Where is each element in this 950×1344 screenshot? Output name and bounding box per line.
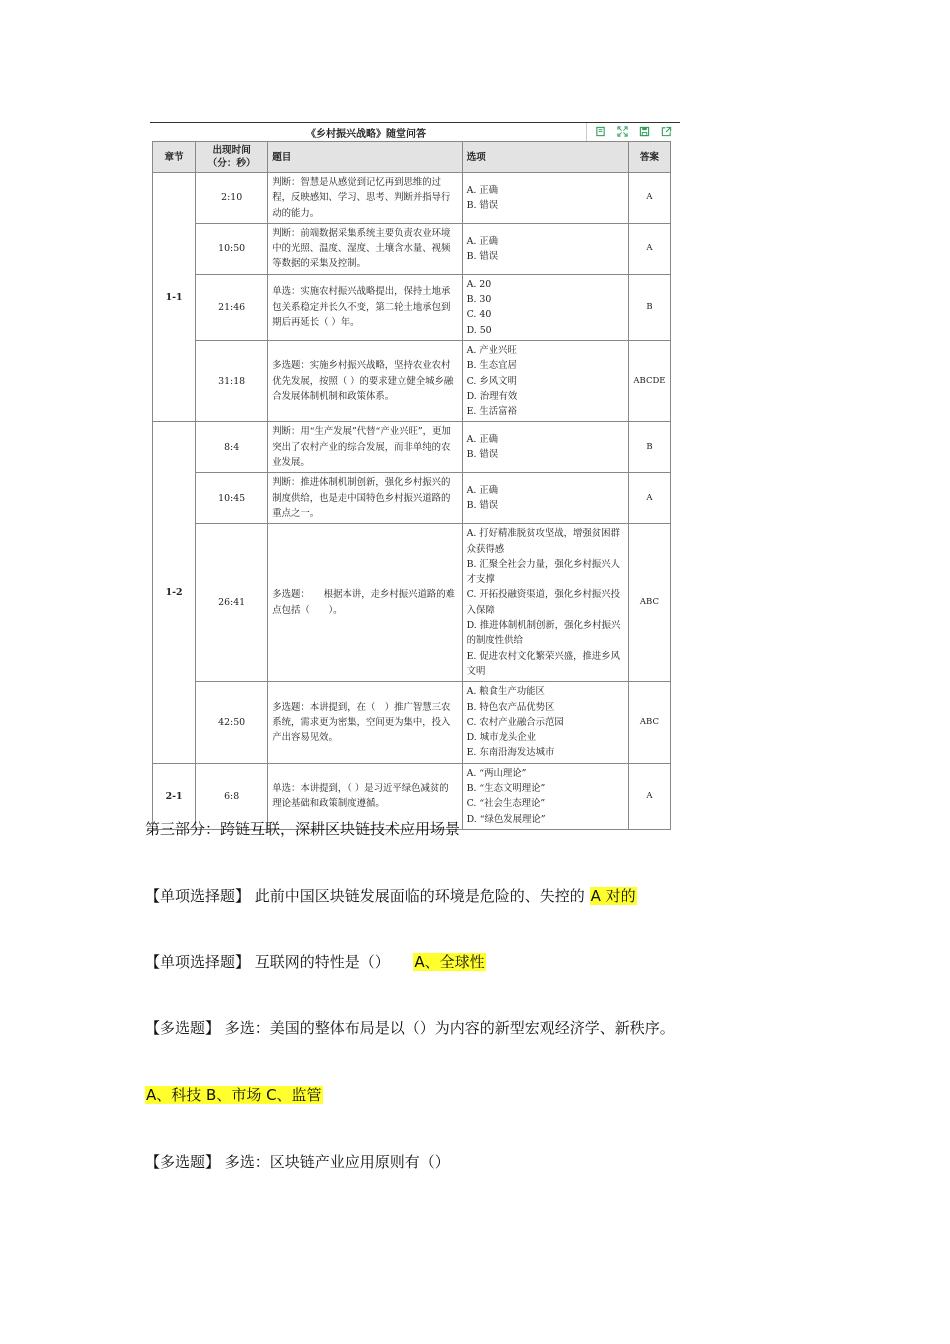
share-icon[interactable] bbox=[657, 123, 675, 139]
time-cell: 6:8 bbox=[196, 763, 268, 829]
answer-cell: ABC bbox=[628, 682, 670, 763]
option-item: E. 东南沿海发达城市 bbox=[466, 747, 555, 759]
question-1 bbox=[145, 885, 637, 906]
option-item: A. 正确 bbox=[466, 184, 499, 196]
table-row bbox=[153, 223, 671, 274]
question-cell: 判断：智慧是从感觉到记忆再到思维的过程，反映感知、学习、思考、判断并指导行动的能力。 bbox=[268, 173, 462, 224]
section-title: 第三部分：跨链互联，深耕区块链技术应用场景 bbox=[145, 820, 461, 838]
table-row bbox=[153, 422, 671, 473]
option-item: D. “绿色发展理论” bbox=[466, 813, 546, 825]
option-item: A. 正确 bbox=[466, 484, 499, 496]
option-item: C. 40 bbox=[466, 309, 492, 321]
table-title: 《乡村振兴战略》随堂问答 bbox=[306, 129, 426, 140]
table-row bbox=[153, 274, 671, 340]
question-tag: 【多选题】 bbox=[145, 1153, 221, 1171]
question-cell: 单选：实施农村振兴战略提出，保持土地承包关系稳定并长久不变，第二轮土地承包到期后再延长（ ）年。 bbox=[268, 274, 462, 340]
answer-cell: A bbox=[628, 173, 670, 224]
question-tag: 【多选题】 bbox=[145, 1019, 221, 1037]
option-item: A. 20 bbox=[466, 278, 492, 290]
option-item: A. 产业兴旺 bbox=[466, 344, 517, 356]
option-item: A. 粮食生产功能区 bbox=[466, 686, 545, 698]
options-cell bbox=[462, 763, 628, 829]
save-icon[interactable] bbox=[635, 123, 653, 139]
option-item: E. 促进农村文化繁荣兴盛，推进乡风文明 bbox=[466, 650, 621, 677]
question-text: 此前中国区块链发展面临的环境是危险的、失控的 bbox=[254, 887, 585, 905]
question-3-answer bbox=[145, 1084, 323, 1105]
header-time-line1: 出现时间 bbox=[212, 145, 251, 156]
table-row bbox=[153, 173, 671, 224]
answer-cell: B bbox=[628, 274, 670, 340]
table-row bbox=[153, 682, 671, 763]
option-item: A. 正确 bbox=[466, 434, 499, 446]
copy-icon[interactable] bbox=[591, 123, 609, 139]
question-2 bbox=[145, 951, 486, 972]
question-text: 互联网的特性是（） bbox=[254, 953, 390, 971]
options-cell bbox=[462, 682, 628, 763]
header-question: 题目 bbox=[268, 142, 462, 173]
options-cell bbox=[462, 422, 628, 473]
question-cell: 判断：推进体制机制创新，强化乡村振兴的制度供给，也是走中国特色乡村振兴道路的重点之一。 bbox=[268, 473, 462, 524]
answer-cell: B bbox=[628, 422, 670, 473]
table-row bbox=[153, 340, 671, 421]
table-title-bar bbox=[150, 122, 680, 141]
option-item: A. 打好精准脱贫攻坚战，增强贫困群众获得感 bbox=[466, 528, 620, 555]
question-tag: 【单项选择题】 bbox=[145, 953, 251, 971]
answer-cell: A bbox=[628, 473, 670, 524]
option-item: E. 生活富裕 bbox=[466, 406, 517, 418]
options-cell bbox=[462, 340, 628, 421]
answer-cell: ABCDE bbox=[628, 340, 670, 421]
option-item: B. 特色农产品优势区 bbox=[466, 701, 555, 713]
option-item: D. 推进体制机制创新，强化乡村振兴的制度性供给 bbox=[466, 620, 621, 647]
table-row bbox=[153, 524, 671, 682]
question-answer-highlight: A 对的 bbox=[590, 887, 636, 905]
image-toolbar bbox=[586, 123, 675, 141]
option-item: B. 错误 bbox=[466, 199, 499, 211]
question-cell: 多选题： 根据本讲，走乡村振兴道路的难点包括（ ）。 bbox=[268, 524, 462, 682]
expand-icon[interactable] bbox=[613, 123, 631, 139]
option-item: D. 城市龙头企业 bbox=[466, 732, 536, 744]
option-item: A. “两山理论” bbox=[466, 767, 527, 779]
option-item: D. 50 bbox=[466, 324, 492, 336]
question-cell: 判断：前端数据采集系统主要负责农业环境中的光照、温度、湿度、土壤含水量、视频等数据的采集及控制。 bbox=[268, 223, 462, 274]
option-item: C. “社会生态理论” bbox=[466, 798, 546, 810]
option-item: A. 正确 bbox=[466, 235, 499, 247]
question-answer-highlight: A、科技 B、市场 C、监管 bbox=[146, 1086, 322, 1104]
question-cell: 多选题：本讲提到，在（ ）推广智慧三农系统，需求更为密集，空间更为集中，投入产出容易见效。 bbox=[268, 682, 462, 763]
answer-cell: A bbox=[628, 763, 670, 829]
options-cell bbox=[462, 173, 628, 224]
question-4 bbox=[145, 1151, 450, 1172]
question-cell: 单选：本讲提到，（ ）是习近平绿色减贫的理论基础和政策制度遵循。 bbox=[268, 763, 462, 829]
time-cell: 26:41 bbox=[196, 524, 268, 682]
options-cell bbox=[462, 223, 628, 274]
header-time-line2: （分：秒） bbox=[207, 158, 256, 169]
question-answer-highlight: A、全球性 bbox=[414, 953, 485, 971]
option-item: B. 汇聚全社会力量，强化乡村振兴人才支撑 bbox=[466, 558, 621, 586]
question-tag: 【单项选择题】 bbox=[145, 887, 251, 905]
option-item: B. 生态宜居 bbox=[466, 360, 517, 372]
option-item: C. 乡风文明 bbox=[466, 375, 517, 387]
time-cell: 31:18 bbox=[196, 340, 268, 421]
time-cell: 10:45 bbox=[196, 473, 268, 524]
option-item: B. 错误 bbox=[466, 449, 499, 461]
time-cell: 2:10 bbox=[196, 173, 268, 224]
chapter-cell: 1-1 bbox=[153, 173, 196, 422]
time-cell: 21:46 bbox=[196, 274, 268, 340]
question-3 bbox=[145, 1017, 675, 1038]
answer-cell: A bbox=[628, 223, 670, 274]
table-header-row bbox=[153, 142, 671, 173]
chapter-cell: 2-1 bbox=[153, 763, 196, 829]
quiz-table bbox=[152, 141, 671, 830]
options-cell bbox=[462, 524, 628, 682]
options-cell bbox=[462, 473, 628, 524]
question-cell: 判断：用“生产发展”代替“产业兴旺”，更加突出了农村产业的综合发展，而非单纯的农业发展。 bbox=[268, 422, 462, 473]
table-row bbox=[153, 473, 671, 524]
option-item: C. 农村产业融合示范园 bbox=[466, 716, 564, 728]
quiz-table-image bbox=[150, 122, 680, 825]
header-answer: 答案 bbox=[628, 142, 670, 173]
question-cell: 多选题：实施乡村振兴战略，坚持农业农村优先发展，按照（ ）的要求建立健全城乡融合发展体制机制和政策体系。 bbox=[268, 340, 462, 421]
header-options: 选项 bbox=[462, 142, 628, 173]
time-cell: 8:4 bbox=[196, 422, 268, 473]
header-chapter: 章节 bbox=[153, 142, 196, 173]
option-item: B. 错误 bbox=[466, 500, 499, 512]
header-time bbox=[196, 142, 268, 173]
option-item: B. “生态文明理论” bbox=[466, 782, 546, 794]
options-cell bbox=[462, 274, 628, 340]
question-text: 多选：区块链产业应用原则有（） bbox=[224, 1153, 450, 1171]
option-item: C. 开拓投融资渠道，强化乡村振兴投入保障 bbox=[466, 589, 621, 616]
chapter-cell: 1-2 bbox=[153, 422, 196, 763]
time-cell: 42:50 bbox=[196, 682, 268, 763]
answer-cell: ABC bbox=[628, 524, 670, 682]
question-text: 多选：美国的整体布局是以（）为内容的新型宏观经济学、新秩序。 bbox=[224, 1019, 675, 1037]
option-item: D. 治理有效 bbox=[466, 390, 518, 402]
time-cell: 10:50 bbox=[196, 223, 268, 274]
option-item: B. 30 bbox=[466, 294, 492, 306]
option-item: B. 错误 bbox=[466, 250, 499, 262]
